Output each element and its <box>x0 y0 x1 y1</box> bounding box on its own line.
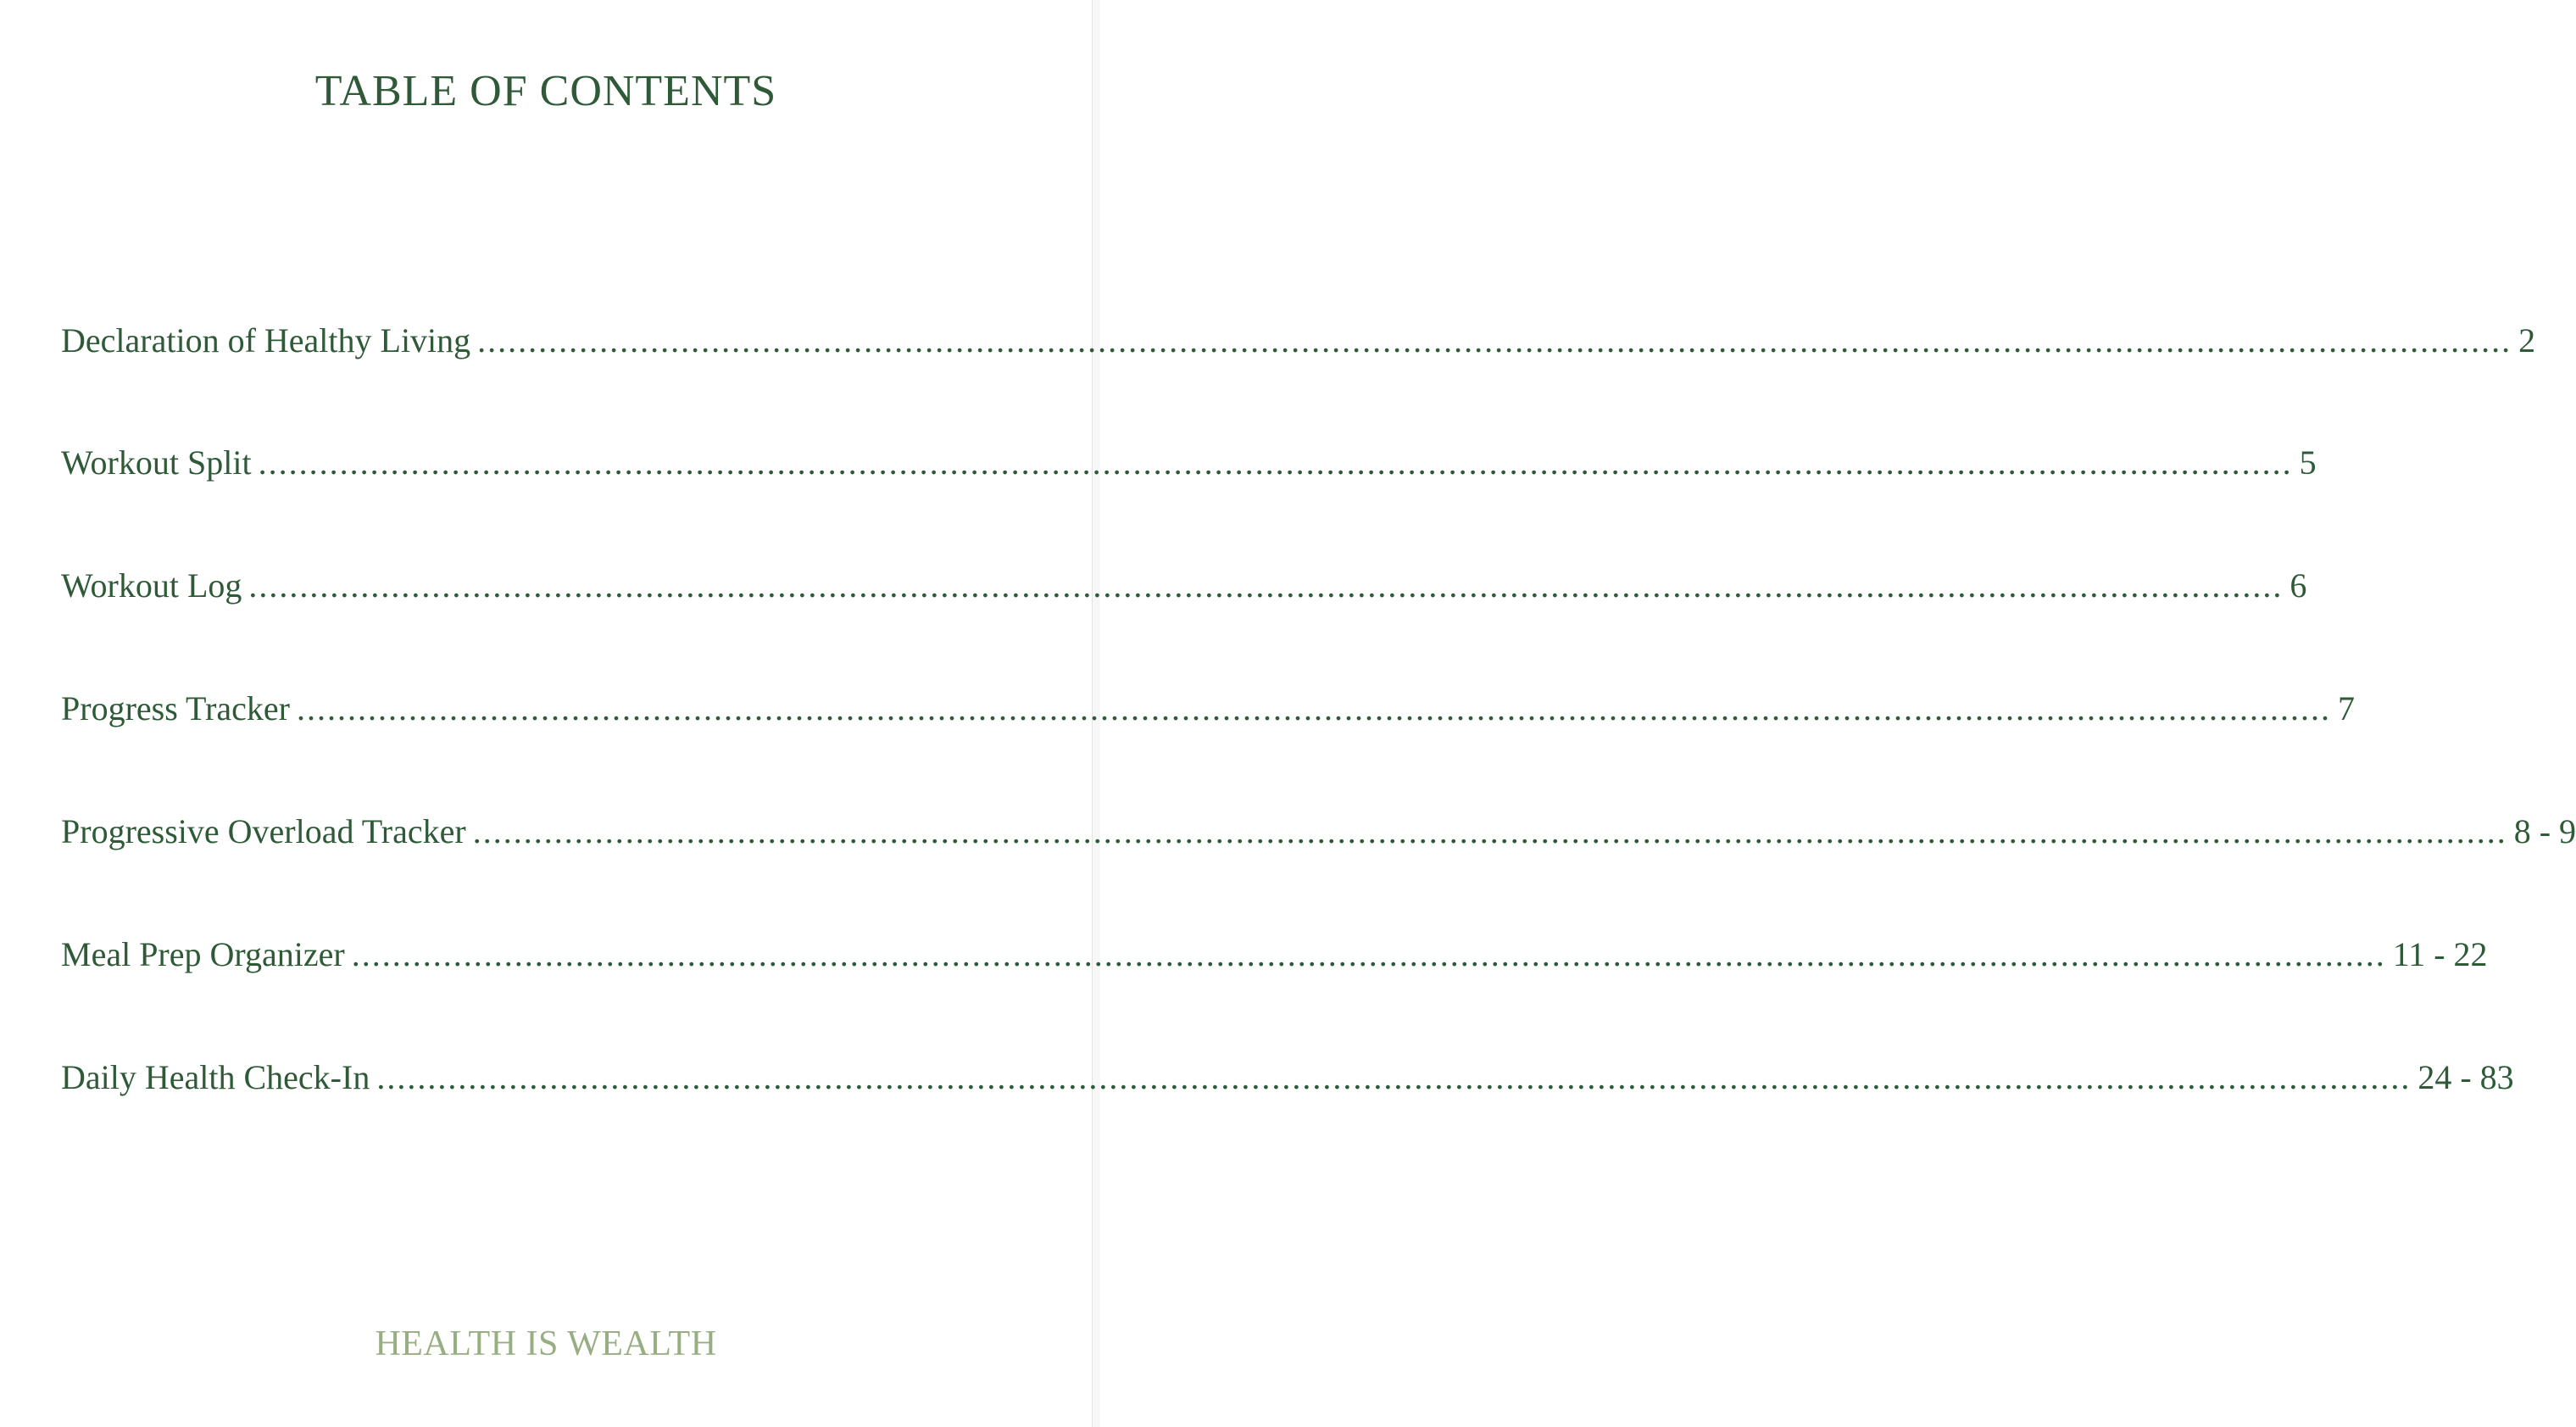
toc-entry-label: Progressive Overload Tracker <box>61 812 466 850</box>
toc-dot-leader: ........................................................................................................................................................................................................ <box>477 321 2512 360</box>
toc-entry-page: 8 - 9 <box>2513 812 2576 850</box>
toc-entry-label: Daily Health Check-In <box>61 1058 370 1096</box>
toc-entry-page: 11 - 22 <box>2392 935 2488 973</box>
toc-entry[interactable] <box>61 811 2576 853</box>
toc-entry-page: 6 <box>2289 566 2307 605</box>
toc-entry-page: 5 <box>2299 443 2317 482</box>
toc-dot-leader: ........................................................................................................................................................................................................ <box>248 566 2284 605</box>
toc-entry-page: 24 - 83 <box>2417 1058 2514 1096</box>
toc-entry-label: Progress Tracker <box>61 689 290 727</box>
toc-dot-leader: ........................................................................................................................................................................................................ <box>351 935 2386 973</box>
toc-dot-leader: ........................................................................................................................................................................................................ <box>258 443 2293 482</box>
toc-entry[interactable] <box>61 688 2355 730</box>
toc-entry-label: Declaration of Healthy Living <box>61 321 471 360</box>
toc-entry[interactable] <box>61 934 2488 976</box>
toc-dot-leader: ........................................................................................................................................................................................................ <box>296 689 2331 727</box>
toc-entry[interactable] <box>61 320 2536 362</box>
toc-entry[interactable] <box>61 1056 2514 1099</box>
toc-entry-page: 7 <box>2337 689 2355 727</box>
page-title: TABLE OF CONTENTS <box>314 67 777 115</box>
toc-dot-leader: ........................................................................................................................................................................................................ <box>376 1058 2412 1096</box>
toc-entry-label: Meal Prep Organizer <box>61 935 345 973</box>
toc-entry-label: Workout Log <box>61 566 242 605</box>
toc-entry[interactable] <box>61 442 2317 484</box>
toc-entry[interactable] <box>61 565 2307 607</box>
toc-dot-leader: ........................................................................................................................................................................................................ <box>472 812 2507 850</box>
toc-entry-label: Workout Split <box>61 443 252 482</box>
footer-tagline: HEALTH IS WEALTH <box>375 1324 717 1363</box>
toc-entry-page: 2 <box>2518 321 2536 360</box>
